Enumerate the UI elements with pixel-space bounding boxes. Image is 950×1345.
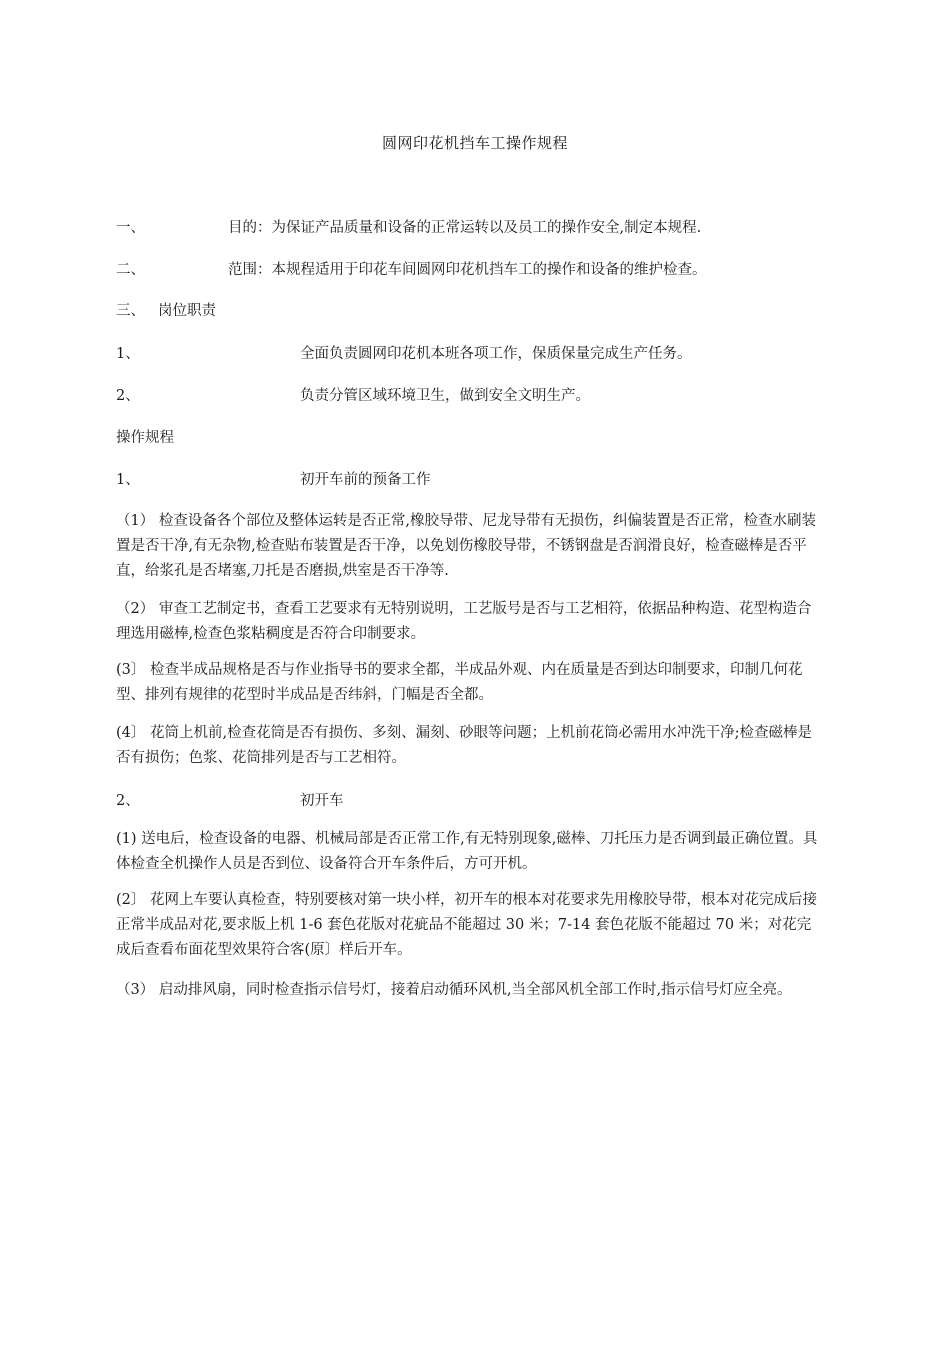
operation-1-item-3: (3〕 检查半成品规格是否与作业指导书的要求全都，半成品外观、内在质量是否到达印制要求，印制几何花型、排列有规律的花型时半成品是否纬斜，门幅是否全都。: [116, 662, 803, 703]
operation-2-item-3: （3） 启动排风扇，同时检查指示信号灯，接着启动循环风机,当全部风机全部工作时,指示信号灯应全亮。: [116, 982, 792, 998]
duty-1-number: 1、: [116, 346, 140, 362]
operation-1-item-4: (4〕 花筒上机前,检查花筒是否有损伤、多刻、漏刻、砂眼等问题；上机前花筒必需用水冲洗干净;检查磁棒是否有损伤；色浆、花筒排列是否与工艺相符。: [116, 725, 812, 766]
operations-heading: 操作规程: [116, 430, 174, 446]
section-3-text: 岗位职责: [158, 303, 216, 319]
operation-1-item-1: （1） 检查设备各个部位及整体运转是否正常,橡胶导带、尼龙导带有无损伤，纠偏装置是否正常，检查水刷装置是否干净,有无杂物,检查贴布装置是否干净，以免划伤橡胶导带，不锈钢盘是否润滑良好，检查磁棒是否平直，给浆孔是否堵塞,刀托是否磨损,烘室是否干净等.: [116, 513, 816, 579]
section-2-number: 二、: [116, 262, 145, 278]
section-1-text: 目的：为保证产品质量和设备的正常运转以及员工的操作安全,制定本规程.: [228, 220, 702, 236]
duty-2-number: 2、: [116, 388, 140, 404]
operation-2-number: 2、: [116, 793, 140, 809]
operation-2-item-1: (1) 送电后，检查设备的电器、机械局部是否正常工作,有无特别现象,磁棒、刀托压力是否调到最正确位置。具体检查全机操作人员是否到位、设备符合开车条件后，方可开机。: [116, 831, 818, 872]
section-3-number: 三、: [116, 303, 145, 319]
duty-1-text: 全面负责圆网印花机本班各项工作，保质保量完成生产任务。: [300, 346, 692, 362]
document-title: 圆网印花机挡车工操作规程: [381, 134, 568, 152]
operation-2-item-2: (2〕 花网上车要认真检查，特别要核对第一块小样，初开车的根本对花要求先用橡胶导带，根本对花完成后接正常半成品对花,要求版上机 1-6 套色花版对花疵品不能超过 30 米；7-14 套色花版不能超过 70 米；对花完成后查看布面花型效果符合客(原〕样后开车。: [116, 892, 817, 958]
duty-2-text: 负责分管区域环境卫生，做到安全文明生产。: [300, 388, 590, 404]
operation-2-text: 初开车: [300, 793, 344, 809]
operation-1-text: 初开车前的预备工作: [300, 472, 431, 488]
section-2-text: 范围：本规程适用于印花车间圆网印花机挡车工的操作和设备的维护检查。: [228, 262, 707, 278]
operation-1-item-2: （2） 审查工艺制定书，查看工艺要求有无特别说明，工艺版号是否与工艺相符，依据品种构造、花型构造合理选用磁棒,检查色浆粘稠度是否符合印制要求。: [116, 601, 812, 642]
operation-1-number: 1、: [116, 472, 140, 488]
section-1-number: 一、: [116, 220, 145, 236]
